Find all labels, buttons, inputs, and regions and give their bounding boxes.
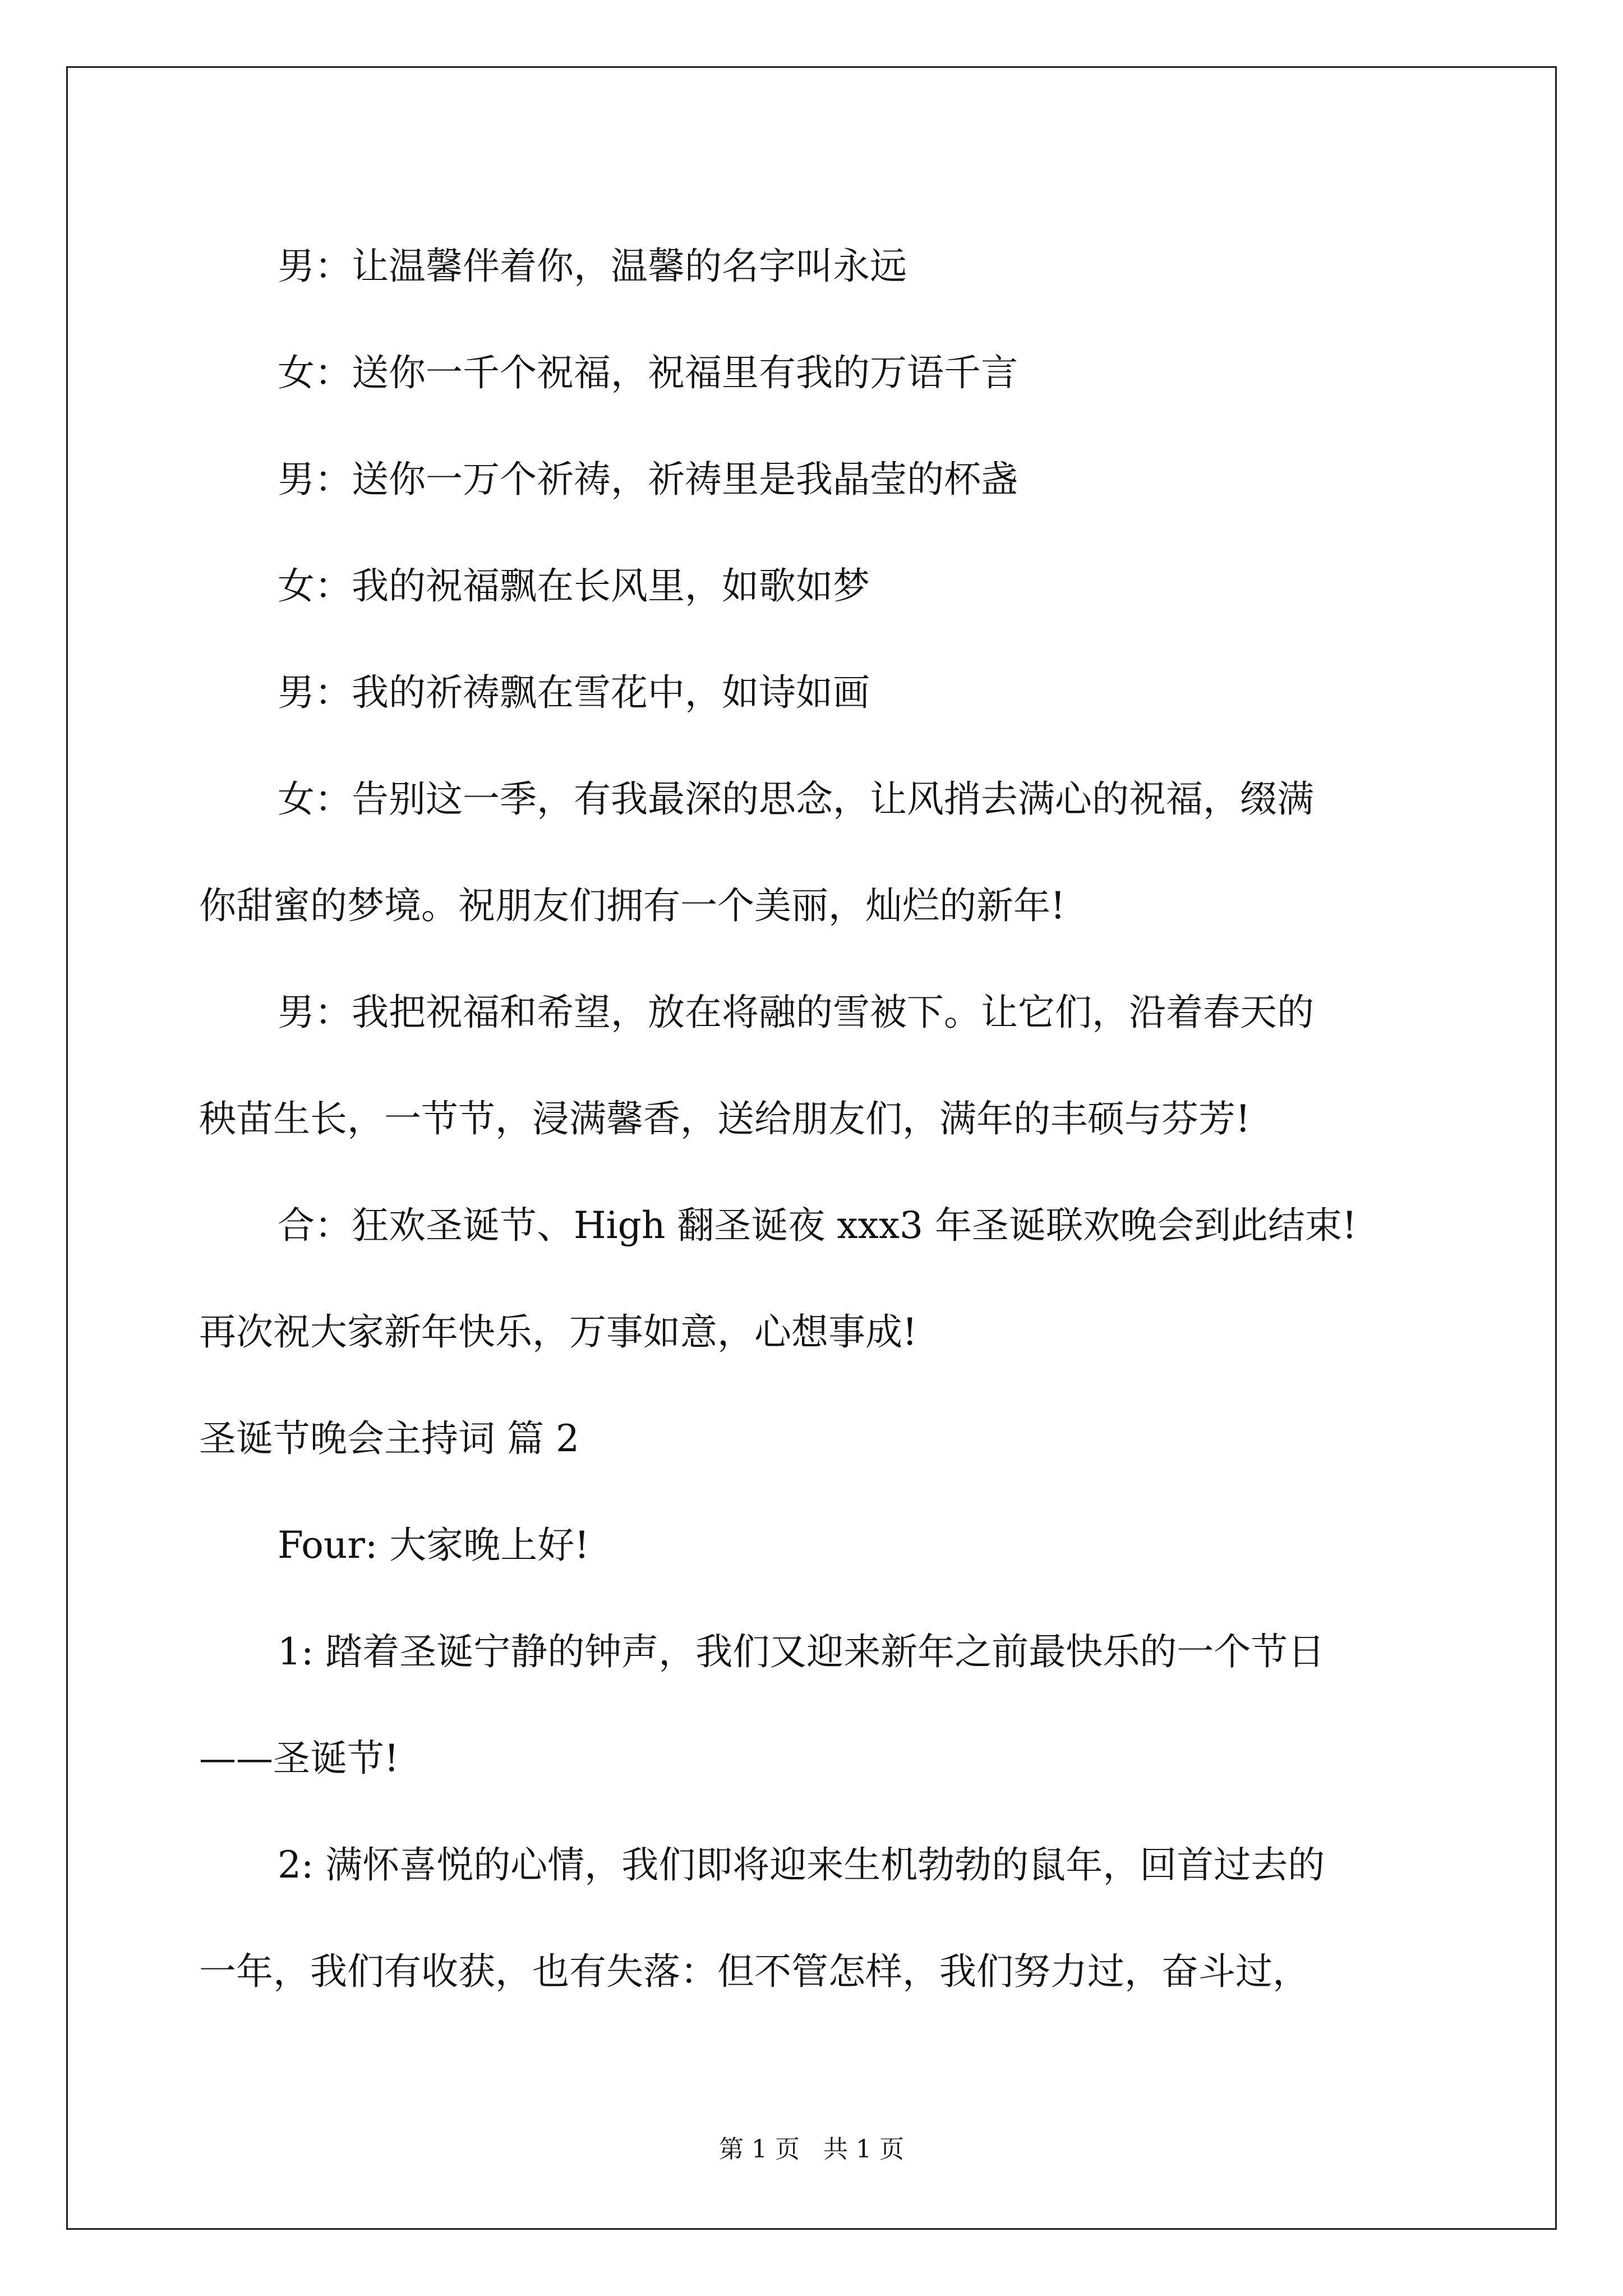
paragraph-line: 女：送你一千个祝福，祝福里有我的万语千言 [278,351,1018,394]
section-heading: 圣诞节晚会主持词 篇 2 [199,1417,579,1460]
paragraph-line: 2: 满怀喜悦的心情，我们即将迎来生机勃勃的鼠年，回首过去的 [278,1843,1325,1887]
page-footer [0,2129,1623,2165]
paragraph-line: 再次祝大家新年快乐，万事如意，心想事成! [199,1310,917,1354]
paragraph-line: 女：告别这一季，有我最深的思念，让风捎去满心的祝福，缀满 [278,777,1314,821]
paragraph-line: 合：狂欢圣诞节、High 翻圣诞夜 xxx3 年圣诞联欢晚会到此结束! [278,1204,1357,1247]
paragraph-line: 你甜蜜的梦境。祝朋友们拥有一个美丽，灿烂的新年! [199,884,1066,927]
document-body [199,213,1433,2025]
paragraph-line: 秧苗生长，一节节，浸满馨香，送给朋友们，满年的丰硕与芬芳! [199,1097,1251,1140]
page-total: 共 1 页 [823,2135,904,2164]
paragraph-line: 女：我的祝福飘在长风里，如歌如梦 [278,564,870,608]
paragraph-line: ——圣诞节! [199,1737,399,1780]
paragraph-line: 男：我把祝福和希望，放在将融的雪被下。让它们，沿着春天的 [278,991,1314,1034]
paragraph-line: 男：让温馨伴着你，温馨的名字叫永远 [278,245,907,288]
page-number: 第 1 页 [719,2135,800,2164]
paragraph-line: Four: 大家晚上好! [278,1524,589,1567]
paragraph-line: 一年，我们有收获，也有失落：但不管怎样，我们努力过，奋斗过， [199,1950,1310,1993]
paragraph-line: 男：我的祈祷飘在雪花中，如诗如画 [278,671,870,714]
paragraph-line: 1: 踏着圣诞宁静的钟声，我们又迎来新年之前最快乐的一个节日 [278,1630,1325,1673]
paragraph-line: 男：送你一万个祈祷，祈祷里是我晶莹的杯盏 [278,458,1018,501]
